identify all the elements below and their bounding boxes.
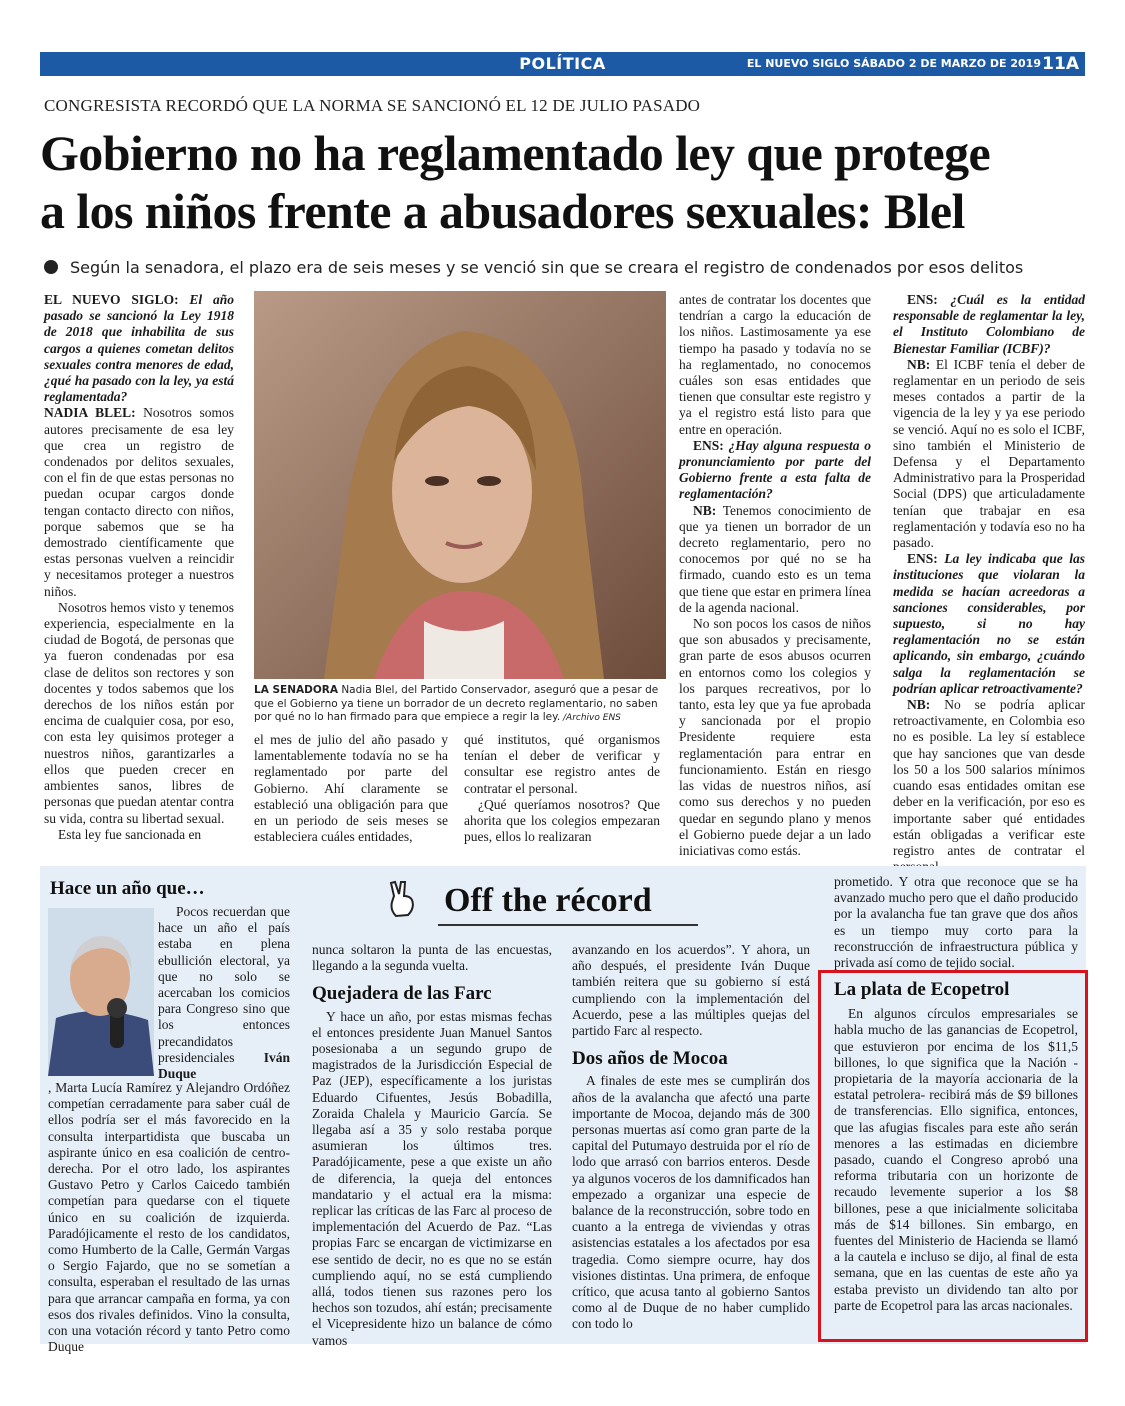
hace-intro: Pocos recuerdan que hace un año el país estaba en plena ebullición electoral, ya que no solo se acercaban los comicios para Congreso sino que los entonces precandidatos presidenciales [158,904,290,1065]
otr-column-4 [834,874,1078,971]
paragraph: Nosotros hemos visto y tenemos experiencia, especialmente en la ciudad de Bogotá, de personas que ya fueron condenadas por esa clase de delitos son rectores y son docentes y todos sabemos que los derechos de los niños están por encima de cualquier cosa, por eso, con esta ley quisimos proteger a nuestros niños, garantizarles a ellos que pueden crecer en ambientes sanos, libres de personas que puedan atentar contra su vida, contra su libertad sexual. [44,599,234,826]
duque-portrait-illustration [48,908,154,1076]
answer-text: Tenemos conocimiento de que ya tienen un borrador de un decreto reglamentario, pero no conocemos por qué no se ha firmado, cuando esto es un tema que tiene que estar en primera línea de la agenda nacional. [679,502,871,615]
answer-text: Nosotros somos autores precisamente de esa ley que crea un registro de condenados por delitos sexuales, con el fin de que estas personas no puedan ocupar cargos donde tengan contacto directo con niños, porque sabemos que se ha demostrado científicamente que estas personas vuelven a reincidir y necesitamos proteger a nuestros niños. [44,405,234,599]
hace-rest: , Marta Lucía Ramírez y Alejandro Ordóñez competían cerradamente para saber cuál de ellos podría ser el más favorecido en la consulta interpartidista que buscaba un aspirante único en esa coalición de centro-derecha. Por el otro lado, los aspirantes Gustavo Petro y Carlos Caicedo también competían para quedarse con el tiquete único en su coalición de izquierda. Paradójicamente el resto de los candidatos, como Humberto de la Calle, Germán Vargas o Sergio Fajardo, que no se sometían a consulta, esperaban el resultado de las urnas para que arrancar campaña en forma, ya con esos dos rivales definidos. Vino la consulta, con una votación récord y tanto Petro como Duque [48,1080,290,1355]
title-rule [438,924,698,926]
question-lead: ENS: [907,551,938,567]
article-kicker: CONGRESISTA RECORDÓ QUE LA NORMA SE SANCIONÓ EL 12 DE JULIO PASADO [44,96,701,115]
article-column-4 [893,292,1085,875]
off-the-record-title [388,878,698,928]
mocoa-text: A finales de este mes se cumplirán dos años de la avalancha que afectó una parte importante de Mocoa, dejando más de 300 personas muertas así como gran parte de la capital del Putumayo destruida por el río de lodo que arrasó con barrios enteros. Desde ya algunos voceros de los damnificados han empezado a organizar una especie de balance de la reconstrucción, sobre todo en cuanto a la entrega de viviendas y otras asistencias estatales a los afectados por esa tragedia. Como siempre ocurre, hay dos visiones distintas. Una primera, de enfoque crítico, que acusa tanto al gobierno Santos como al de Duque de no haber cumplido con todo lo [572,1073,810,1332]
ecopetrol-heading: La plata de Ecopetrol [834,979,1010,1000]
section-label: POLÍTICA [519,54,606,73]
page-number: 11A [1042,54,1079,74]
headline-line-1: Gobierno no ha reglamentado ley que protege [40,125,991,181]
paragraph: avanzando en los acuerdos”. Y ahora, un año después, el presidente Iván Duque también reitera que su gobierno sí está cumpliendo con la implementación del Acuerdo, pese a las múltiples quejas del partido Farc al respecto. [572,942,810,1039]
paragraph: prometido. Y otra que reconoce que se ha avanzado mucho pero que el daño producido por la avalancha fue tan grave que dos años es un tiempo muy corto para la reconstrucción de infraestructura pública y privada así como de tejido social. [834,874,1078,971]
paragraph: nunca soltaron la punta de las encuestas, llegando a la segunda vuelta. [312,942,552,974]
question-lead: ENS: [907,292,938,307]
question-text: El año pasado se sancionó la Ley 1918 de 2018 que inhabilita de sus cargos a quienes cometan delitos sexuales contra menores de edad, ¿qué ha pasado con la ley, ya está reglamentada? [44,292,234,405]
article-dek [44,258,1094,277]
paragraph: qué institutos, qué organismos tenían el deber de verificar y consultar ese registro antes de contratar el personal. [464,732,660,796]
question-text: ¿Cuál es la entidad responsable de reglamentar la ley, el Instituto Colombiano de Bienestar Familiar (ICBF)? [893,292,1085,356]
answer-lead: NB: [693,502,717,518]
hace-column-bottom [48,1080,290,1355]
question-lead: EL NUEVO SIGLO: [44,292,179,307]
otr-column-3 [572,942,810,1333]
paragraph: antes de contratar los docentes que tendrían a cargo la educación de los niños. Lastimosamente ya ese tiempo ha pasado y todavía no se ha reglamentado, no conocemos cuáles son esas entidades que tienen que consultar este registro y ya el registro está listo para que entre en operación. [679,292,871,437]
article-headline [40,124,1090,240]
duque-name: Iván Duque [158,1049,290,1082]
mocoa-heading: Dos años de Mocoa [572,1048,728,1070]
off-record-heading: Off the récord [444,882,652,919]
paper-date-info: EL NUEVO SIGLO SÁBADO 2 DE MARZO DE 2019 [746,57,1041,70]
answer-text: No se podría aplicar retroactivamente, en Colombia eso no es posible. La ley sí establece que hay sanciones que van desde los 50 a los 500 salarios mínimos cuando esas entidades omitan ese deber en la verificación, por eso es importante saber qué entidades están obligadas a verificar este registro antes de contratar el [893,697,1085,858]
caption-text: Nadia Blel, del Partido Conservador, aseguró que a pesar de que el Gobierno ya tiene un borrador de un decreto reglamentario, no saben por qué no lo han firmado para que empiece a regir la ley. [254,684,659,723]
article-column-3 [679,292,871,859]
ecopetrol-column [834,979,1078,1314]
question-text: La ley indicaba que las instituciones que violaran la medida se hacían acreedoras a sanciones considerables, por supuesto, si no hay reglamentación no se están aplicando, sin embargo, ¿cuándo salga la reglamentación se podrían aplicar retroactivamente? [893,551,1085,696]
farc-heading: Quejadera de las Farc [312,983,492,1005]
question-lead: ENS: [693,437,724,453]
caption-credit: /Archivo ENS [560,713,621,723]
peace-hand-icon [388,880,418,918]
paragraph: el mes de julio del año pasado y lamentablemente todavía no se ha reglamentado por parte del Gobierno. Ahí claramente se estableció una obligación para que en un periodo de seis meses se estableciera cuáles entidades, [254,732,448,845]
paragraph: Esta ley fue sancionada en [58,826,202,842]
caption-lead: LA SENADORA [254,684,338,696]
question-text: ¿Hay alguna respuesta o pronunciamiento por parte del Gobierno frente a esta falta de reglamentación? [679,437,871,502]
bullet-icon [44,260,58,274]
headline-line-2: a los niños frente a abusadores sexuales: Blel [40,183,965,239]
duque-photo [48,908,154,1076]
portrait-illustration [254,291,666,679]
section-header-bar [40,52,1085,76]
otr-column-2 [312,942,552,1349]
article-column-2a [254,732,448,845]
answer-lead: NADIA BLEL: [44,405,136,421]
answer-lead: NB: [907,356,931,372]
hace-heading: Hace un año que… [50,878,205,899]
dek-text: Según la senadora, el plazo era de seis meses y se venció sin que se creara el registro de condenados por esos delitos [70,258,1024,277]
senator-photo [254,291,666,679]
farc-text: Y hace un año, por estas mismas fechas el entonces presidente Juan Manuel Santos posesionaba a un segundo grupo de magistrados de la Jurisdicción Especial de Paz (JEP), específicamente a los juristas Eduardo Cifuentes, Jesús Bobadilla, Zoraida Chalela y Mauricio García. Se llegaba así a 35 y solo restaba porque asumieran los últimos tres. Paradójicamente, pese a que existe un año de diferencia, la queja del entonces mandatario y el actual era la misma: replicar las críticas de las Farc al proceso de implementación del Acuerdo de Paz. “Las propias Farc se encargan de victimizarse en ese sentido de decir, no es que no se están cumpliendo aquí, no se está cumpliendo allá, todos tienen sus razones pero los hechos son tozudos, ahí están; precisamente el Vicepresidente hizo un balance de cómo vamos [312,1008,552,1348]
answer-lead: NB: [907,697,931,713]
hace-column-top [158,904,290,1082]
paragraph: No son pocos los casos de niños que son abusados y precisamente, gran parte de esos abusos ocurren en entornos como los colegios y los parques recreativos, por lo tanto, esta ley que ya fue aprobada y sancionada por el propio Presidente requiere esta reglamentación para entrar en funcionamiento. Están en riesgo las vidas de nuestros niños, así como sus derechos y no pueden quedar en segundo plano y menos el Gobierno puede dejar a un lado iniciativas como estás. [679,616,871,858]
ecopetrol-text: En algunos círculos empresariales se habla mucho de las ganancias de Ecopetrol, que estuvieron por encima de los $11,5 billones, lo que significa que la Nación -propietaria de la mayoría accionaria de la estatal petrolera- recibirá más de $9 billones de transferencias. Ello significa, entonces, que las afugias fiscales para este año serán menores a las estimadas en diciembre pasado, cuando el Congreso aprobó una reforma tributaria con un horizonte de recaudo levemente superior a los $8 billones, pese a que inicialmente solicitaba más de $14 billones. Sin embargo, en fuentes del Ministerio de Hacienda se llamó a la cautela e incluso se dijo, al final de esta semana, que en las cuentas de este año ya estaba previsto un dividendo tan alto por parte de Ecopetrol para las arcas nacionales. [834,1006,1078,1313]
answer-text: El ICBF tenía el deber de reglamentar en un periodo de seis meses contados a partir de la vigencia de la ley y ya ese periodo se venció. Aquí no es solo el ICBF, sino también el Ministerio de Defensa y el Departamento Administrativo para la Prosperidad Social (DPS) que articuladamente tenían que trabajar en esa reglamentación y todavía eso no ha pasado. [893,356,1085,551]
paragraph: ¿Qué queríamos nosotros? Que ahorita que los colegios empezaran pues, ellos lo realizaran [464,796,660,845]
article-column-1 [44,292,234,843]
photo-caption [254,684,666,726]
article-column-2b [464,732,660,845]
